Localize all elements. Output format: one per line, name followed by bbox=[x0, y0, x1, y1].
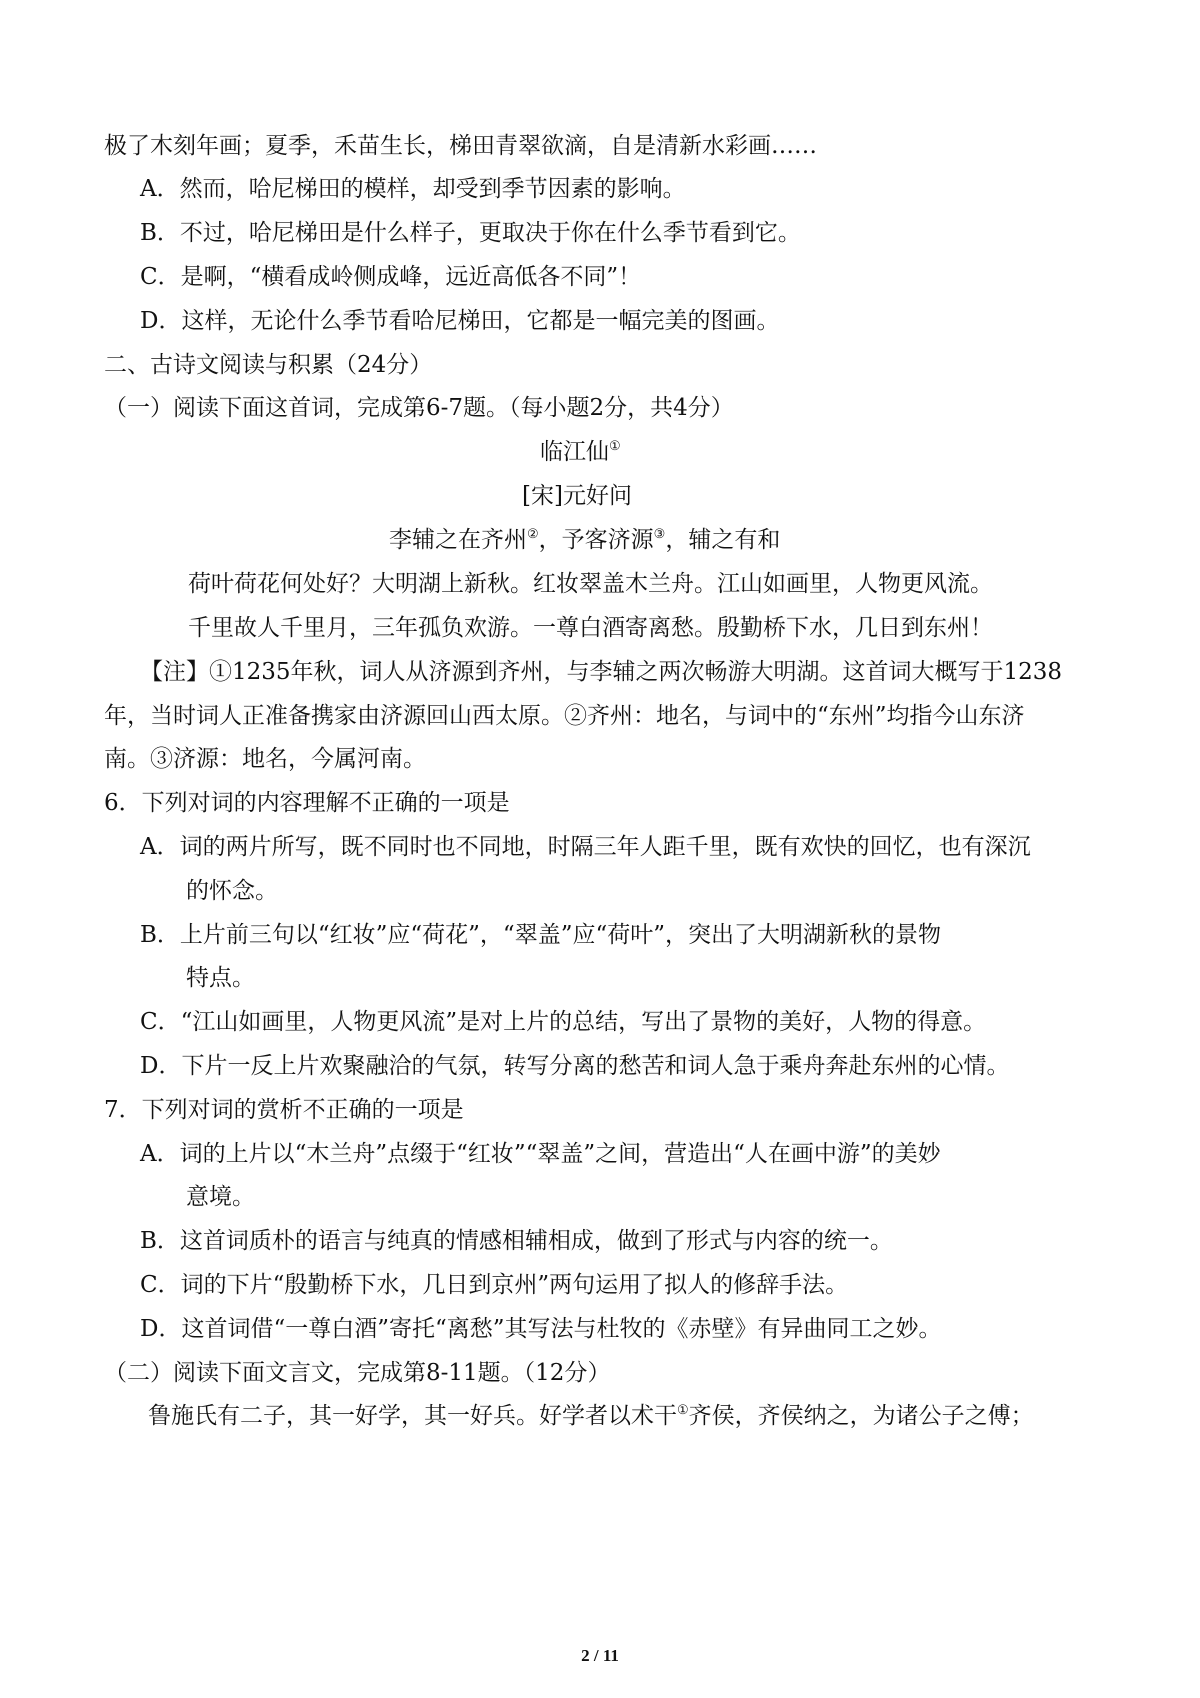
page-number: 2 / 11 bbox=[581, 1646, 619, 1665]
poem-note-line-1: 【注】①1235年秋，词人从济源到齐州，与李辅之两次畅游大明湖。这首词大概写于1238 bbox=[140, 659, 1063, 685]
q7-option-a: A．词的上片以“木兰舟”点缀于“红妆”“翠盖”之间，营造出“人在画中游”的美妙 bbox=[140, 1141, 941, 1167]
q6-option-a-cont: 的怀念。 bbox=[186, 878, 278, 904]
q6-stem: 6．下列对词的内容理解不正确的一项是 bbox=[104, 790, 510, 816]
poem-preface-part: ，予客济源 bbox=[538, 527, 654, 553]
poem-note-line-2: 年，当时词人正准备携家由济源回山西太原。②齐州：地名，与词中的“东州”均指今山东济 bbox=[104, 703, 1025, 729]
q6-option-b: B．上片前三句以“红妆”应“荷花”，“翠盖”应“荷叶”，突出了大明湖新秋的景物 bbox=[140, 922, 941, 948]
note-mark-3: ③ bbox=[653, 527, 666, 542]
poem-preface-part: ，辅之有和 bbox=[665, 527, 781, 553]
q5-option-a: A．然而，哈尼梯田的模样，却受到季节因素的影响。 bbox=[140, 176, 686, 202]
classical-text-part: 齐侯，齐侯纳之，为诸公子之傅； bbox=[688, 1403, 1034, 1429]
poem-preface-part: 李辅之在齐州 bbox=[389, 527, 527, 553]
classical-text-part: 鲁施氏有二子，其一好学，其一好兵。好学者以术干 bbox=[148, 1403, 677, 1429]
q6-option-d: D．下片一反上片欢聚融洽的气氛，转写分离的愁苦和词人急于乘舟奔赴东州的心情。 bbox=[140, 1053, 1010, 1079]
q5-option-d: D．这样，无论什么季节看哈尼梯田，它都是一幅完美的图画。 bbox=[140, 308, 780, 334]
note-mark-1: ① bbox=[677, 1403, 689, 1418]
poem-preface bbox=[389, 525, 780, 555]
poem-line-1: 荷叶荷花何处好？大明湖上新秋。红妆翠盖木兰舟。江山如画里，人物更风流。 bbox=[188, 571, 993, 597]
q5-option-b: B．不过，哈尼梯田是什么样子，更取决于你在什么季节看到它。 bbox=[140, 220, 801, 246]
q6-option-a: A．词的两片所写，既不同时也不同地，时隔三年人距千里，既有欢快的回忆，也有深沉 bbox=[140, 834, 1031, 860]
q6-option-b-cont: 特点。 bbox=[186, 965, 255, 991]
note-mark-2: ② bbox=[527, 527, 539, 542]
part-2-title: （二）阅读下面文言文，完成第8-11题。（12分） bbox=[104, 1360, 611, 1386]
q5-option-c: C．是啊，“横看成岭侧成峰，远近高低各不同”！ bbox=[140, 264, 642, 290]
poem-note-line-3: 南。③济源：地名，今属河南。 bbox=[104, 746, 426, 772]
q7-option-a-cont: 意境。 bbox=[186, 1184, 255, 1210]
part-1-title: （一）阅读下面这首词，完成第6-7题。（每小题2分，共4分） bbox=[104, 395, 734, 421]
q7-stem: 7．下列对词的赏析不正确的一项是 bbox=[104, 1097, 464, 1123]
passage-continuation: 极了木刻年画；夏季，禾苗生长，梯田青翠欲滴，自是清新水彩画…… bbox=[104, 133, 817, 159]
poem-title-text: 临江仙 bbox=[540, 439, 609, 465]
q6-option-c: C．“江山如画里，人物更风流”是对上片的总结，写出了景物的美好，人物的得意。 bbox=[140, 1009, 987, 1035]
poem-title bbox=[540, 437, 621, 467]
poem-title-note-mark: ① bbox=[609, 439, 621, 454]
poem-author: [宋]元好问 bbox=[522, 483, 632, 509]
q7-option-d: D．这首词借“一尊白酒”寄托“离愁”其写法与杜牧的《赤壁》有异曲同工之妙。 bbox=[140, 1316, 942, 1342]
classical-text-line-1 bbox=[148, 1401, 1034, 1431]
section-2-title: 二、古诗文阅读与积累（24分） bbox=[104, 352, 433, 378]
q7-option-b: B．这首词质朴的语言与纯真的情感相辅相成，做到了形式与内容的统一。 bbox=[140, 1228, 893, 1254]
q7-option-c: C．词的下片“殷勤桥下水，几日到京州”两句运用了拟人的修辞手法。 bbox=[140, 1272, 849, 1298]
poem-line-2: 千里故人千里月，三年孤负欢游。一尊白酒寄离愁。殷勤桥下水，几日到东州！ bbox=[188, 615, 993, 641]
